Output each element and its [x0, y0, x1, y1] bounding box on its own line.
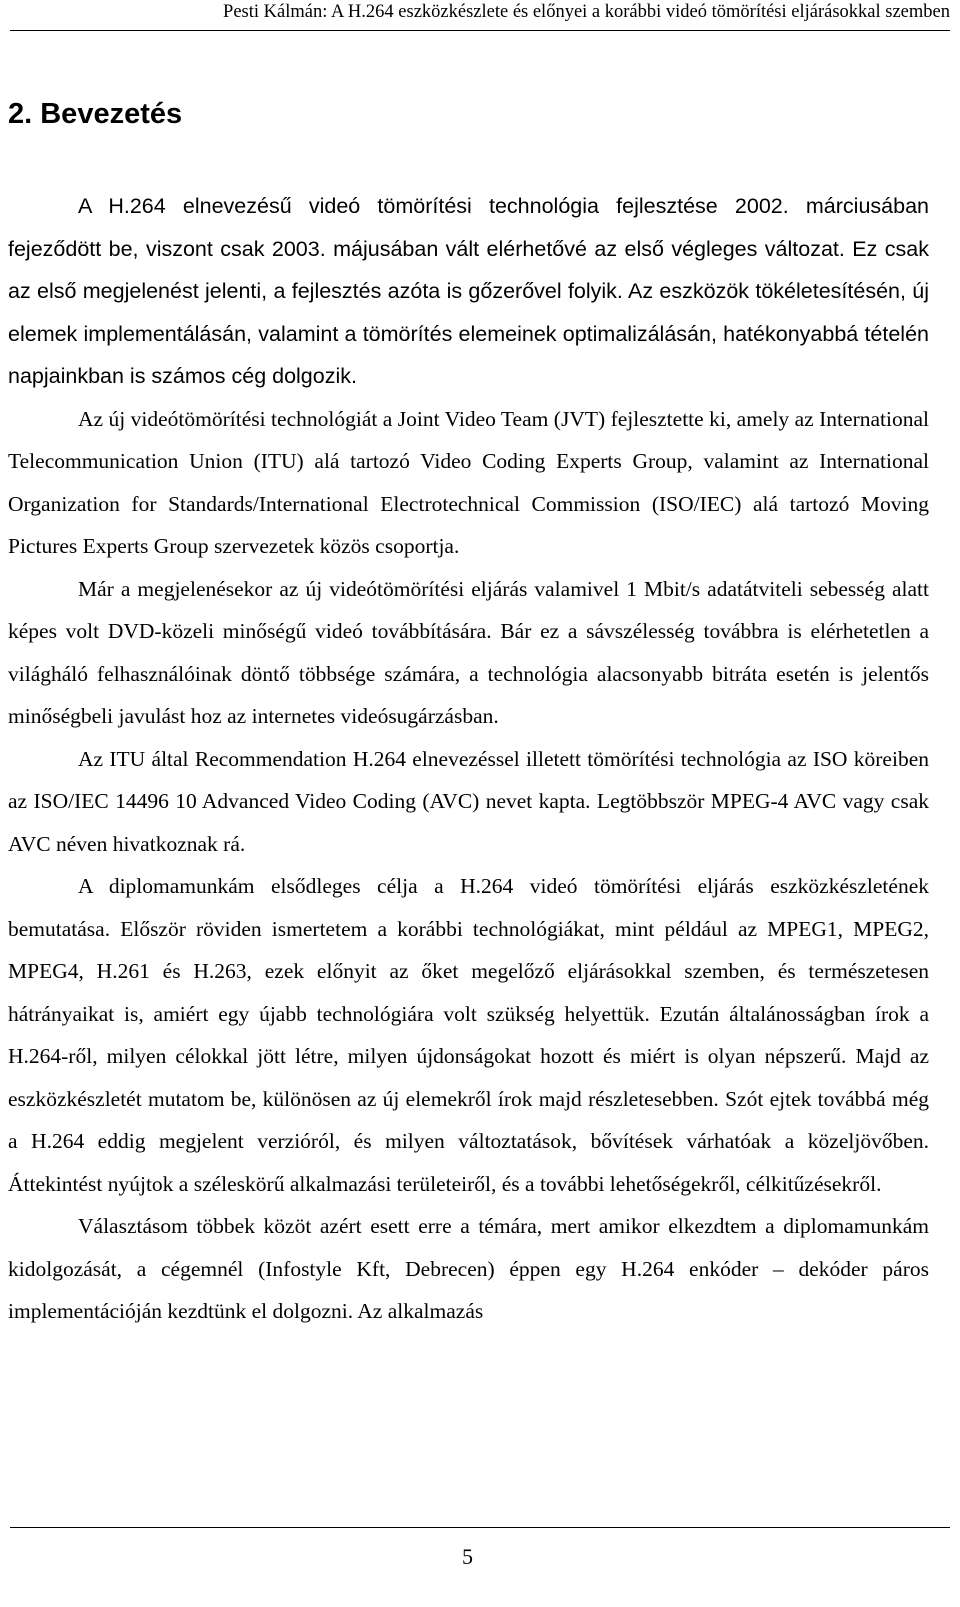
- paragraph-3: Már a megjelenésekor az új videótömörítési eljárás valamivel 1 Mbit/s adatátviteli sebesség alatt képes volt DVD-közeli minőségű videó továbbítására. Bár ez a sávszélesség továbbra is elérhetetlen a világháló felhasználóinak döntő többsége számára, a technológia alacsonyabb bitráta esetén is jelentős minőségbeli javulást hoz az internetes videósugárzásban.: [8, 576, 929, 728]
- paragraph-4: Az ITU által Recommendation H.264 elnevezéssel illetett tömörítési technológia az ISO köreiben az ISO/IEC 14496 10 Advanced Video Coding (AVC) nevet kapta. Legtöbbször MPEG-4 AVC vagy csak AVC néven hivatkoznak rá.: [8, 746, 929, 856]
- running-header: Pesti Kálmán: A H.264 eszközkészlete és előnyei a korábbi videó tömörítési eljárásokkal szemben: [223, 2, 950, 22]
- page-number: 5: [462, 1544, 473, 1569]
- paragraph-1-sentence-1: A H.264 elnevezésű videó tömörítési technológia fejlesztése 2002. márciusában fejeződött be, viszont csak 2003. májusában vált elérhetővé az első végleges változat. Ez csak az első megjelenést jelenti, a fejlesztés azóta is gőzerővel folyik.: [8, 194, 929, 303]
- header-rule: [10, 30, 950, 31]
- footer-rule: [10, 1527, 950, 1528]
- paragraph-1-sentence-2: Az eszközök tökéletesítésén, új elemek implementálásán, valamint a tömörítés elemeinek optimalizálásán, hatékonyabbá tételén napjainkban is számos cég dolgozik.: [8, 279, 930, 388]
- section-heading: 2. Bevezetés: [8, 98, 183, 130]
- paragraph-2: Az új videótömörítési technológiát a Joint Video Team (JVT) fejlesztette ki, amely az International Telecommunication Union (ITU) alá tartozó Video Coding Experts Group, valamint az International Organization for Standards/International Electrotechnical Commission (ISO/IEC) alá tartozó Moving Pictures Experts Group szervezetek közös csoportja.: [8, 406, 929, 558]
- paragraph-1: [8, 185, 929, 398]
- paragraph-6: Választásom többek közöt azért esett erre a témára, mert amikor elkezdtem a diplomamunkám kidolgozását, a cégemnél (Infostyle Kft, Debrecen) éppen egy H.264 enkóder – dekóder páros implementációján kezdtünk el dolgozni. Az alkalmazás: [8, 1214, 929, 1323]
- body-text: [8, 185, 929, 1333]
- paragraph-5: A diplomamunkám elsődleges célja a H.264 videó tömörítési eljárás eszközkészletének bemutatása. Először röviden ismertetem a korábbi technológiákat, mint például az MPEG1, MPEG2, MPEG4, H.261 és H.263, ezek előnyit az őket megelőző eljárásokkal szemben, és természetesen hátrányaikat is, amiért egy újabb technológiára volt szükség helyettük. Ezután általánosságban írok a H.264-ről, milyen célokkal jött létre, milyen újdonságokat hozott és miért is olyan népszerű. Majd az eszközkészletét mutatom be, különösen az új elemekről írok majd részletesebben. Szót ejtek továbbá még a H.264 eddig megjelent verzióról, és milyen változtatások, bővítések várhatóak a közeljövőben. Áttekintést nyújtok a széleskörű alkalmazási területeiről, és a további lehetőségekről, célkitűzésekről.: [8, 874, 929, 1196]
